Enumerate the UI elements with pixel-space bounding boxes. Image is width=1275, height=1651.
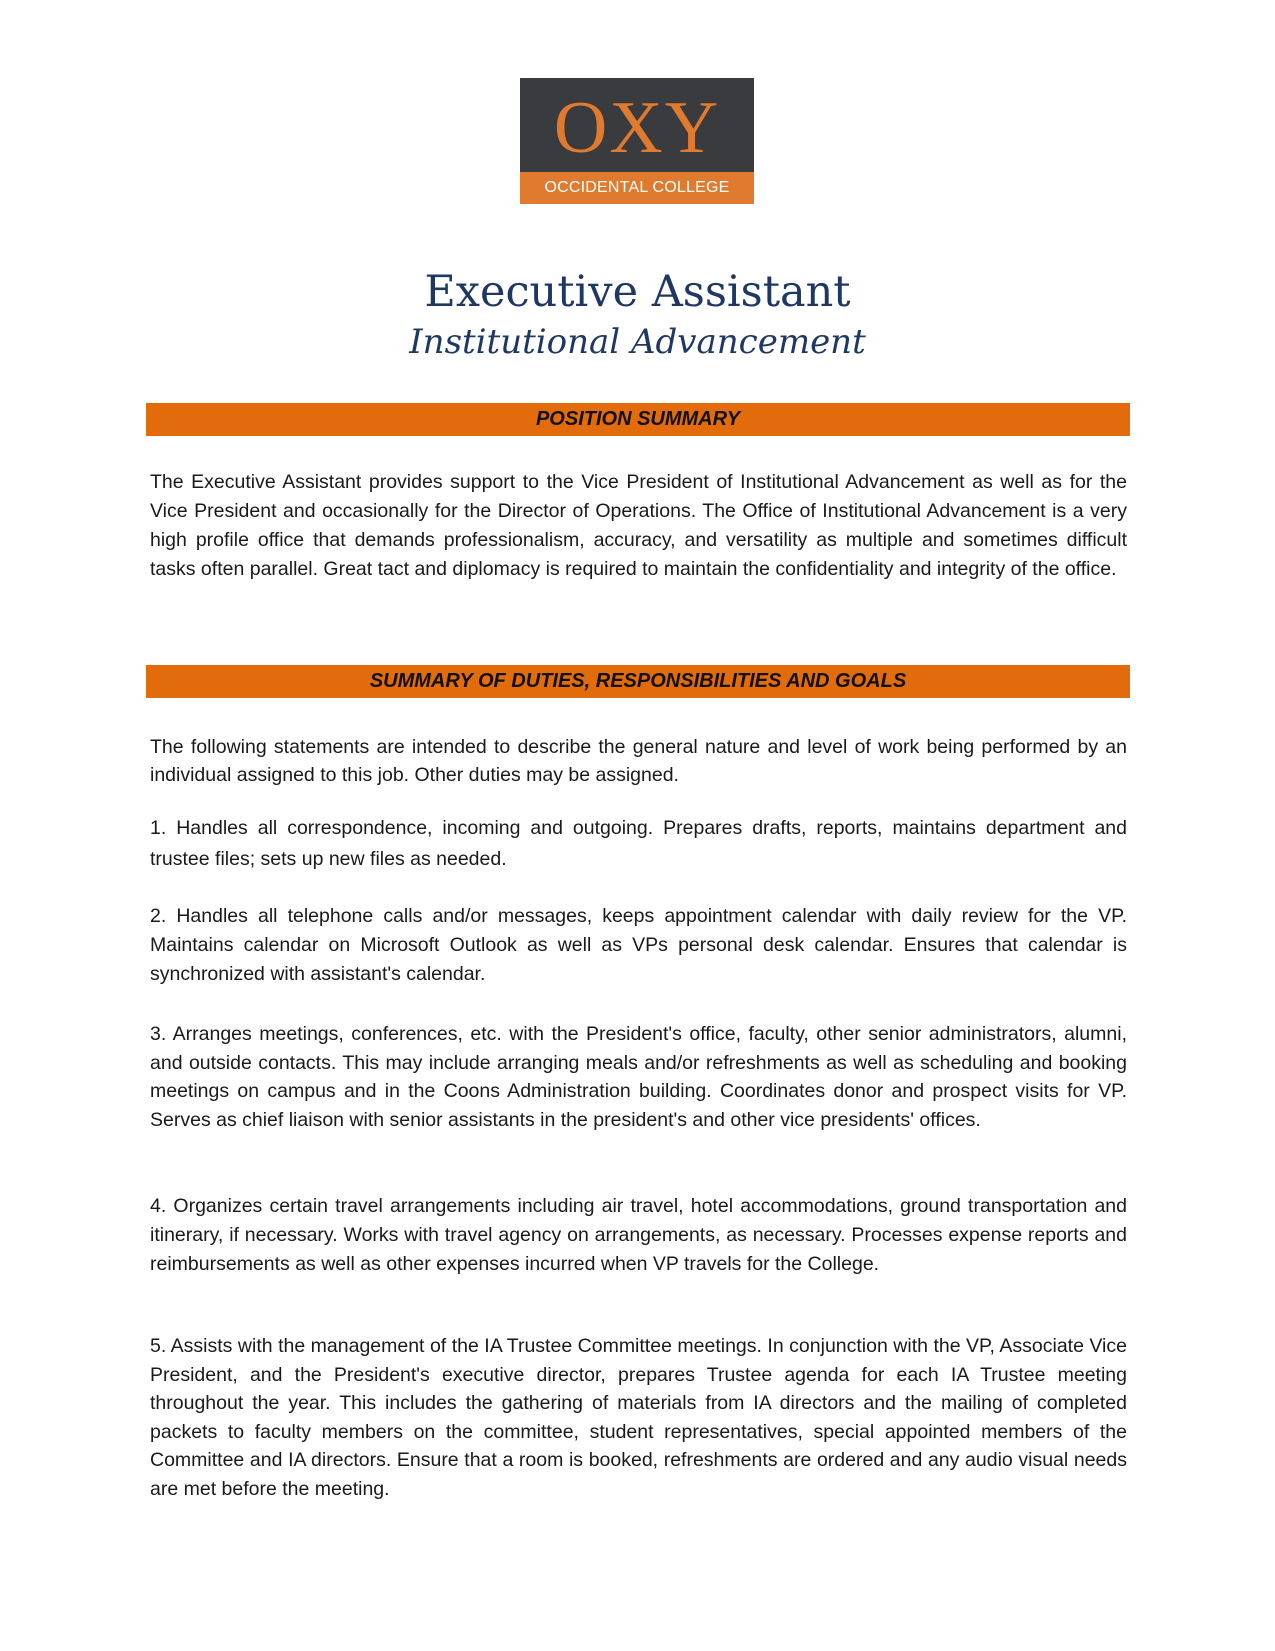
duty-item-3: 3. Arranges meetings, conferences, etc. with the President's office, faculty, other senior administrators, alumni, and outside contacts. This may include arranging meals and/or refreshments as well as scheduling and booking meetings on campus and in the Coons Administration building. Coordinates donor and prospect visits for VP. Serves as chief liaison with senior assistants in the president's and other vice presidents' offices. — [150, 1023, 1127, 1131]
duty-item-2: 2. Handles all telephone calls and/or messages, keeps appointment calendar with daily review for the VP. Maintains calendar on Microsoft Outlook as well as VPs personal desk calendar. Ensures that calendar is synchronized with assistant's calendar. — [150, 905, 1127, 985]
section-heading-duties — [146, 665, 1130, 698]
logo-subtitle: OCCIDENTAL COLLEGE — [544, 179, 730, 196]
logo-wordmark: OXY — [553, 87, 721, 169]
duties-intro-paragraph: The following statements are intended to describe the general nature and level of work being performed by an individual assigned to this job. Other duties may be assigned. — [150, 736, 1127, 786]
duty-item-4: 4. Organizes certain travel arrangements including air travel, hotel accommodations, ground transportation and itinerary, if necessary. Works with travel agency on arrangements, as necessary. Processes expense reports and reimbursements as well as other expenses incurred when VP travels for the College. — [150, 1195, 1127, 1275]
duty-item-1: 1. Handles all correspondence, incoming and outgoing. Prepares drafts, reports, maintains department and trustee files; sets up new files as needed. — [150, 817, 1127, 870]
page-title: Executive Assistant — [424, 267, 851, 317]
section-heading-position-summary — [146, 403, 1130, 436]
section-heading-label: POSITION SUMMARY — [535, 408, 741, 430]
logo-subtitle-band — [520, 172, 754, 204]
page-subtitle: Institutional Advancement — [409, 322, 866, 362]
position-summary-paragraph: The Executive Assistant provides support to the Vice President of Institutional Advancement as well as for the Vice President and occasionally for the Director of Operations. The Office of Institutional Advancement is a very high profile office that demands professionalism, accuracy, and versatility as multiple and sometimes difficult tasks often parallel. Great tact and diplomacy is required to maintain the confidentiality and integrity of the office. — [150, 471, 1127, 580]
logo-wordmark-panel — [520, 78, 754, 172]
college-logo — [520, 78, 754, 204]
duty-item-5: 5. Assists with the management of the IA Trustee Committee meetings. In conjunction with the VP, Associate Vice President, and the President's executive director, prepares Trustee agenda for each IA Trustee meeting throughout the year. This includes the gathering of materials from IA directors and the mailing of completed packets to faculty members on the committee, student representatives, special appointed members of the Committee and IA directors. Ensure that a room is booked, refreshments are ordered and any audio visual needs are met before the meeting. — [150, 1335, 1127, 1500]
section-heading-label: SUMMARY OF DUTIES, RESPONSIBILITIES AND GOALS — [369, 670, 907, 692]
